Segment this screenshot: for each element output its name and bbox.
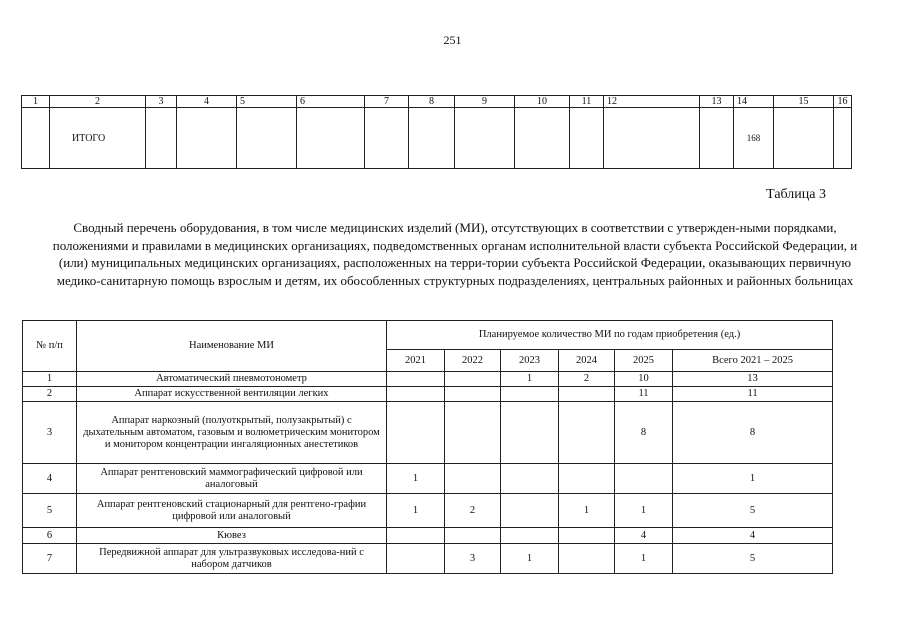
row-total: 4: [673, 528, 833, 544]
row-total: 5: [673, 494, 833, 528]
year-quantity: [445, 528, 501, 544]
table-row: [23, 387, 833, 402]
year-quantity: 8: [615, 402, 673, 464]
equipment-name: Аппарат искусственной вентиляции легких: [77, 387, 387, 402]
col-header: 14: [734, 96, 774, 108]
row-number: 2: [23, 387, 77, 402]
year-header: 2021: [387, 350, 445, 372]
table-caption: Сводный перечень оборудования, в том числе медицинских изделий (МИ), отсутствующих в соответствии с утвержден-ными порядками, положениями и правилами в медицинских организациях, подведомственных органам исполнительной власти субъекта Российской Федерации, и (или) муниципальных медицинских организациях, расположенных на терри-тории субъекта Российской Федерации, оказывающих первичную медико-санитарную помощь взрослым и детям, их обособленных структурных подразделениях, центральных районных и районных больницах: [52, 220, 858, 288]
col-header: 10: [515, 96, 570, 108]
year-header: 2025: [615, 350, 673, 372]
year-quantity: [445, 464, 501, 494]
row-total: 1: [673, 464, 833, 494]
equipment-name: Передвижной аппарат для ультразвуковых исследова-ний с набором датчиков: [77, 544, 387, 574]
row-number: 6: [23, 528, 77, 544]
row-total: 8: [673, 402, 833, 464]
row-total: 11: [673, 387, 833, 402]
total-header: Всего 2021 – 2025: [673, 350, 833, 372]
year-quantity: 1: [501, 372, 559, 387]
table-row: [23, 528, 833, 544]
year-quantity: 1: [615, 494, 673, 528]
table-label: Таблица 3: [766, 187, 826, 202]
col-header: 6: [297, 96, 365, 108]
table-row: [23, 494, 833, 528]
total-row: [22, 108, 852, 169]
year-quantity: 10: [615, 372, 673, 387]
year-header: 2023: [501, 350, 559, 372]
equipment-name: Аппарат рентгеновский стационарный для рентгено-графии цифровой или аналоговый: [77, 494, 387, 528]
col-header: 1: [22, 96, 50, 108]
table-row: [23, 372, 833, 387]
year-quantity: 4: [615, 528, 673, 544]
row-number: 1: [23, 372, 77, 387]
year-quantity: [559, 464, 615, 494]
table-row: [23, 464, 833, 494]
year-header: 2024: [559, 350, 615, 372]
total-label: ИТОГО: [50, 108, 146, 169]
equipment-name: Кювез: [77, 528, 387, 544]
year-quantity: [445, 402, 501, 464]
col-num-header: № п/п: [23, 321, 77, 372]
col-header: 9: [455, 96, 515, 108]
table-body: [23, 372, 833, 574]
col-name-header: Наименование МИ: [77, 321, 387, 372]
row-total: 13: [673, 372, 833, 387]
equipment-name: Аппарат наркозный (полуоткрытый, полузакрытый) с дыхательным автоматом, газовым и волюметрическим монитором и монитором концентрации ингаляционных анестетиков: [77, 402, 387, 464]
year-quantity: 3: [445, 544, 501, 574]
col-header: 2: [50, 96, 146, 108]
summary-table-fragment: [21, 95, 852, 169]
year-quantity: [559, 544, 615, 574]
row-number: 7: [23, 544, 77, 574]
row-number: 4: [23, 464, 77, 494]
header-row: [23, 321, 833, 350]
year-quantity: 2: [445, 494, 501, 528]
col-header: 15: [774, 96, 834, 108]
year-quantity: 2: [559, 372, 615, 387]
col-plan-header: Планируемое количество МИ по годам приобретения (ед.): [387, 321, 833, 350]
page-number: 251: [443, 33, 462, 47]
year-quantity: [559, 402, 615, 464]
year-quantity: 1: [387, 494, 445, 528]
table-row: [23, 402, 833, 464]
year-quantity: [445, 387, 501, 402]
col-header: 5: [237, 96, 297, 108]
year-quantity: [501, 464, 559, 494]
year-quantity: [387, 402, 445, 464]
equipment-table: [22, 320, 833, 574]
year-quantity: [615, 464, 673, 494]
year-quantity: 1: [559, 494, 615, 528]
year-quantity: 1: [501, 544, 559, 574]
column-number-row: [22, 96, 852, 108]
equipment-name: Автоматический пневмотонометр: [77, 372, 387, 387]
year-quantity: [559, 528, 615, 544]
col-header: 3: [146, 96, 177, 108]
col-header: 4: [177, 96, 237, 108]
col-header: 8: [409, 96, 455, 108]
col-header: 16: [834, 96, 852, 108]
year-quantity: [387, 544, 445, 574]
year-quantity: [445, 372, 501, 387]
year-quantity: [501, 494, 559, 528]
col-header: 7: [365, 96, 409, 108]
year-quantity: [387, 372, 445, 387]
year-quantity: [501, 402, 559, 464]
row-number: 5: [23, 494, 77, 528]
year-header: 2022: [445, 350, 501, 372]
year-quantity: [501, 387, 559, 402]
row-number: 3: [23, 402, 77, 464]
year-quantity: [387, 528, 445, 544]
col-header: 11: [570, 96, 604, 108]
year-quantity: [387, 387, 445, 402]
total-col14-value: 168: [734, 108, 774, 169]
year-quantity: 1: [387, 464, 445, 494]
col-header: 13: [700, 96, 734, 108]
equipment-name: Аппарат рентгеновский маммографический цифровой или аналоговый: [77, 464, 387, 494]
table-row: [23, 544, 833, 574]
year-quantity: [501, 528, 559, 544]
year-quantity: 11: [615, 387, 673, 402]
col-header: 12: [604, 96, 700, 108]
year-quantity: 1: [615, 544, 673, 574]
row-total: 5: [673, 544, 833, 574]
year-quantity: [559, 387, 615, 402]
